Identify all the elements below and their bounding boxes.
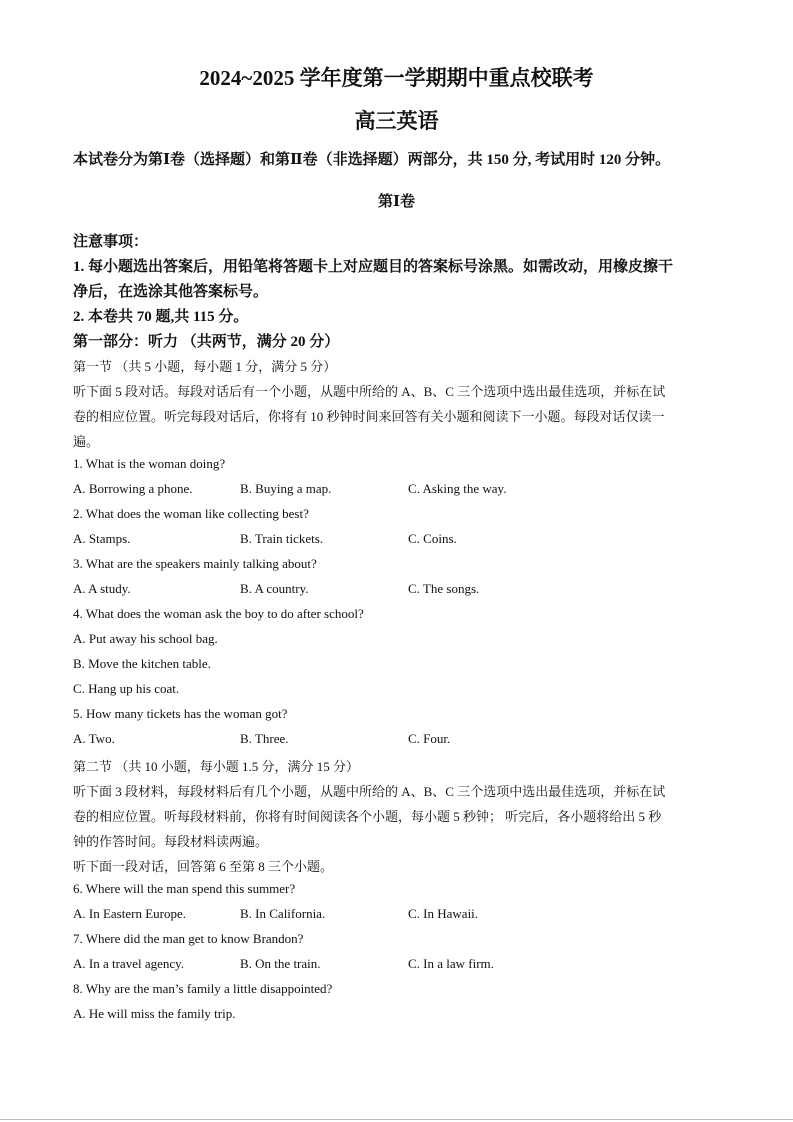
option-c: C. Four. <box>408 731 451 746</box>
option-b: B. Buying a map. <box>240 481 332 496</box>
question-stem: 1. What is the woman doing? <box>73 456 226 471</box>
option-c: C. The songs. <box>408 581 480 596</box>
option-b: B. A country. <box>240 581 309 596</box>
option-a: A. Borrowing a phone. <box>73 481 193 496</box>
option-a: A. A study. <box>73 581 131 596</box>
section2-instructions-3: 钟的作答时间。每段材料读两遍。 <box>73 834 269 849</box>
section1-heading: 第一节 （共 5 小题，每小题 1 分，满分 5 分） <box>73 359 337 374</box>
option-c: C. Asking the way. <box>408 481 507 496</box>
option-a: A. Put away his school bag. <box>73 631 218 646</box>
option-b: B. Three. <box>240 731 289 746</box>
option-a: A. Stamps. <box>73 531 131 546</box>
question-stem: 7. Where did the man get to know Brandon? <box>73 931 304 946</box>
section1-instructions-1: 听下面 5 段对话。每段对话后有一个小题，从题中所给的 A、B、C 三个选项中选出最佳选项，并标在试 <box>73 384 666 399</box>
question-stem: 2. What does the woman like collecting best? <box>73 506 309 521</box>
question-stem: 5. How many tickets has the woman got? <box>73 706 288 721</box>
option-b: B. Move the kitchen table. <box>73 656 211 671</box>
section2-sub-instructions: 听下面一段对话，回答第 6 至第 8 三个小题。 <box>73 859 334 874</box>
option-a: A. In Eastern Europe. <box>73 906 186 921</box>
notes-item-1-line-2: 净后，在选涂其他答案标号。 <box>73 284 269 300</box>
exam-intro: 本试卷分为第Ⅰ卷（选择题）和第Ⅱ卷（非选择题）两部分，共 150 分, 考试用时 120 分钟。 <box>73 152 671 168</box>
section2-instructions-2: 卷的相应位置。听每段材料前，你将有时间阅读各个小题，每小题 5 秒钟； 听完后，各小题将给出 5 秒 <box>73 809 662 824</box>
question-stem: 4. What does the woman ask the boy to do after school? <box>73 606 364 621</box>
section1-instructions-2: 卷的相应位置。听完每段对话后，你将有 10 秒钟时间来回答有关小题和阅读下一小题。每段对话仅读一 <box>73 409 665 424</box>
section2-instructions-1: 听下面 3 段材料，每段材料后有几个小题，从题中所给的 A、B、C 三个选项中选出最佳选项，并标在试 <box>73 784 666 799</box>
notes-item-1-line-1: 1. 每小题选出答案后，用铅笔将答题卡上对应题目的答案标号涂黑。如需改动，用橡皮擦干 <box>73 259 674 275</box>
option-a: A. In a travel agency. <box>73 956 185 971</box>
option-c: C. In Hawaii. <box>408 906 479 921</box>
option-a: A. He will miss the family trip. <box>73 1006 236 1021</box>
question-stem: 8. Why are the man’s family a little disappointed? <box>73 981 333 996</box>
notes-item-2: 2. 本卷共 70 题,共 115 分。 <box>73 309 249 325</box>
question-stem: 3. What are the speakers mainly talking about? <box>73 556 317 571</box>
part1-heading: 第一部分：听力 （共两节，满分 20 分） <box>73 334 340 350</box>
option-c: C. Coins. <box>408 531 457 546</box>
notes-heading: 注意事项： <box>73 234 149 250</box>
section2-heading: 第二节 （共 10 小题，每小题 1.5 分，满分 15 分） <box>73 759 360 774</box>
option-b: B. On the train. <box>240 956 321 971</box>
option-b: B. Train tickets. <box>240 531 324 546</box>
page-bottom-border <box>0 1119 793 1120</box>
option-c: C. Hang up his coat. <box>73 681 180 696</box>
section1-instructions-3: 遍。 <box>73 434 100 449</box>
option-c: C. In a law firm. <box>408 956 494 971</box>
question-stem: 6. Where will the man spend this summer? <box>73 881 296 896</box>
option-a: A. Two. <box>73 731 115 746</box>
exam-title: 2024~2025 学年度第一学期期中重点校联考 <box>199 66 594 90</box>
volume-heading: 第Ⅰ卷 <box>377 194 416 210</box>
exam-subject: 高三英语 <box>354 109 439 133</box>
option-b: B. In California. <box>240 906 326 921</box>
